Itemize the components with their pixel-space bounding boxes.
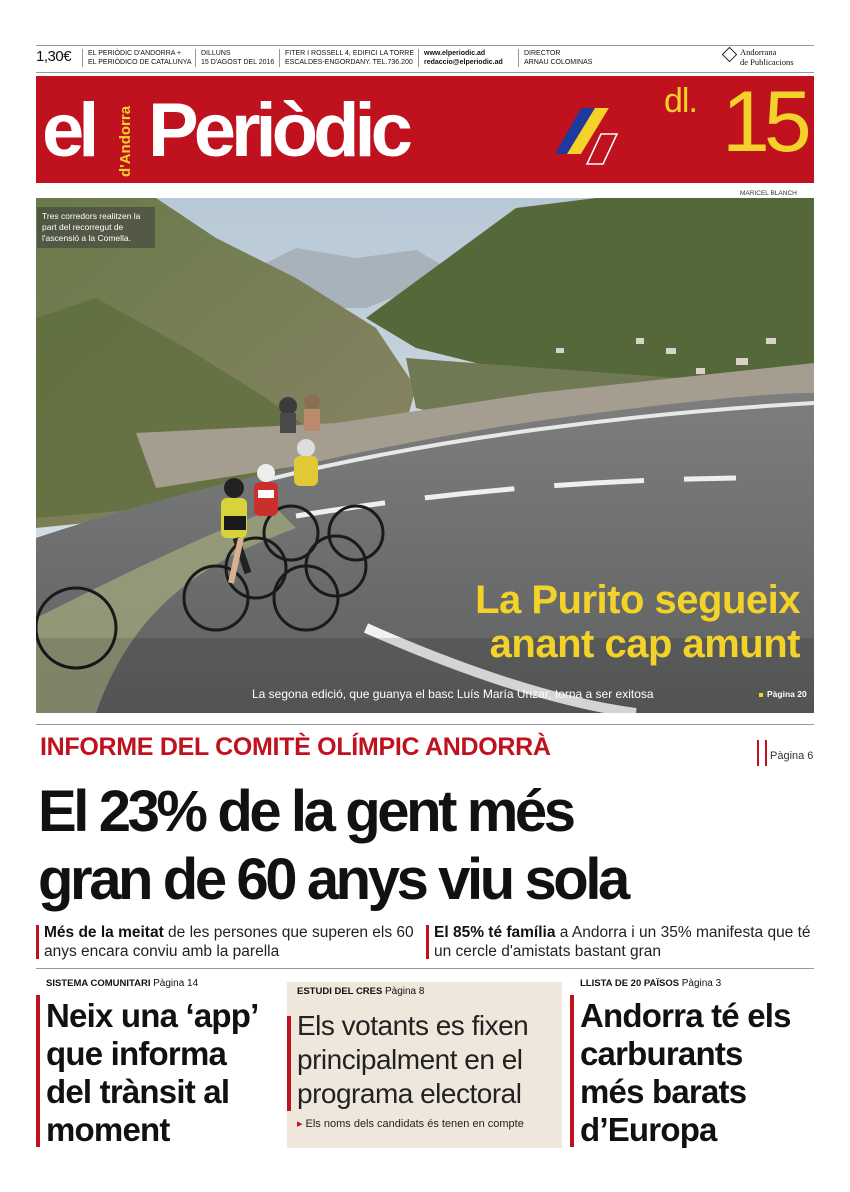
publisher-line-1: Andorrana (740, 47, 777, 57)
lead-sub-left-bold: Més de la meitat (44, 924, 164, 941)
date-info (195, 49, 274, 67)
day-number: 15 (722, 74, 806, 170)
story-cres[interactable] (297, 986, 559, 1130)
photo-credit: MARICEL BLANCH (740, 190, 797, 197)
headline-line: Neix una ‘app’ (46, 997, 259, 1034)
publisher-line-2: de Publicacions (740, 57, 794, 67)
headline-line: principalment en el (297, 1044, 523, 1075)
lead-sub-right (434, 923, 814, 961)
story-app-headline (46, 997, 276, 1149)
headline-line: moment (46, 1111, 170, 1148)
story-fuel-page: Pàgina 3 (681, 978, 722, 989)
weekday: DILLUNS (201, 50, 231, 57)
lead-headline-line-2: gran de 60 anys viu sola (38, 847, 627, 912)
website-link[interactable]: www.elperiodic.ad (424, 50, 486, 57)
director-label: DIRECTOR (524, 50, 561, 57)
edition-line-1: EL PERIÒDIC D'ANDORRA + (88, 50, 182, 57)
svg-text:d'Andorra: d'Andorra (117, 105, 134, 177)
lead-page-ref[interactable]: Pàgina 6 (770, 750, 814, 762)
address-line-1: FITER I ROSSELL 4, EDIFICI LA TORRE (285, 50, 415, 57)
headline-line: carburants (580, 1035, 743, 1072)
hero-subhead: La segona edició, que guanya el basc Luís María Urizar, torna a ser exitosa (252, 687, 654, 701)
hero-headline[interactable] (380, 578, 800, 666)
contact-info (418, 49, 503, 67)
story-fuel[interactable] (580, 978, 816, 1149)
accent-bar (570, 995, 574, 1147)
story-cres-kicker (297, 986, 559, 997)
lead-sub-left-text: de les persones que superen els 60 anys encara conviu amb la parella (44, 924, 414, 960)
lead-sub-right-text: a Andorra i un 35% manifesta que té un cercle d'amistats bastant gran (434, 924, 811, 960)
logo-title: Periòdic (148, 88, 408, 173)
headline-line: més barats (580, 1073, 747, 1110)
story-cres-kicker-label: ESTUDI DEL CRES (297, 986, 383, 997)
accent-bar (426, 925, 429, 959)
address-info (279, 49, 414, 67)
director-name: ARNAU COLOMINAS (524, 59, 593, 66)
story-fuel-headline (580, 997, 816, 1149)
lead-headline-line-1: El 23% de la gent més (38, 779, 573, 844)
address-line-2: ESCALDES-ENGORDANY. TEL.736.200 (285, 59, 413, 66)
photo-caption: Tres corredors realitzen la part del recorregut de l'ascensió a la Comella. (37, 207, 155, 248)
edition-line-2: EL PERIÒDICO DE CATALUNYA (88, 59, 192, 66)
accent-bar (36, 925, 39, 959)
hero-headline-line-1: La Purito segueix (475, 578, 800, 622)
headline-line: Andorra té els (580, 997, 791, 1034)
hero-headline-line-2: anant cap amunt (489, 622, 800, 666)
director-info (518, 49, 592, 67)
story-cres-footnote: ▸ Els noms dels candidats és tenen en compte (297, 1117, 559, 1130)
headline-line: Els votants es fixen (297, 1010, 529, 1041)
edition-info (82, 49, 192, 67)
hero-page-ref[interactable]: Pàgina 20 (759, 689, 807, 699)
story-app-kicker (46, 978, 276, 989)
day-abbr: dl. (664, 82, 697, 120)
accent-bar (36, 995, 40, 1147)
page-ref-marker (757, 740, 767, 766)
story-app-kicker-label: SISTEMA COMUNITARI (46, 978, 151, 989)
date: 15 D'AGOST DEL 2016 (201, 59, 275, 66)
accent-bar (287, 1016, 291, 1111)
story-app[interactable] (46, 978, 276, 1149)
story-fuel-kicker-label: LLISTA DE 20 PAÏSOS (580, 978, 680, 989)
lead-kicker: INFORME DEL COMITÈ OLÍMPIC ANDORRÀ (40, 733, 551, 761)
price: 1,30€ (36, 48, 72, 65)
logo-el: el (42, 88, 94, 173)
story-cres-headline (297, 1009, 559, 1111)
story-cres-page: Pàgina 8 (384, 986, 425, 997)
headline-line: programa electoral (297, 1078, 522, 1109)
email-link[interactable]: redaccio@elperiodic.ad (424, 59, 503, 66)
story-fuel-kicker (580, 978, 816, 989)
headline-line: que informa (46, 1035, 227, 1072)
publisher-logo (728, 47, 794, 67)
headline-line: d’Europa (580, 1111, 717, 1148)
lead-sub-right-bold: El 85% té família (434, 924, 556, 941)
lead-sub-left (44, 923, 414, 961)
andorra-flag-icon (555, 102, 625, 172)
divider (36, 968, 814, 969)
logo-dandorra (104, 85, 144, 185)
lead-headline[interactable] (38, 778, 818, 914)
story-app-page: Pàgina 14 (153, 978, 199, 989)
divider (36, 724, 814, 725)
headline-line: del trànsit al (46, 1073, 230, 1110)
